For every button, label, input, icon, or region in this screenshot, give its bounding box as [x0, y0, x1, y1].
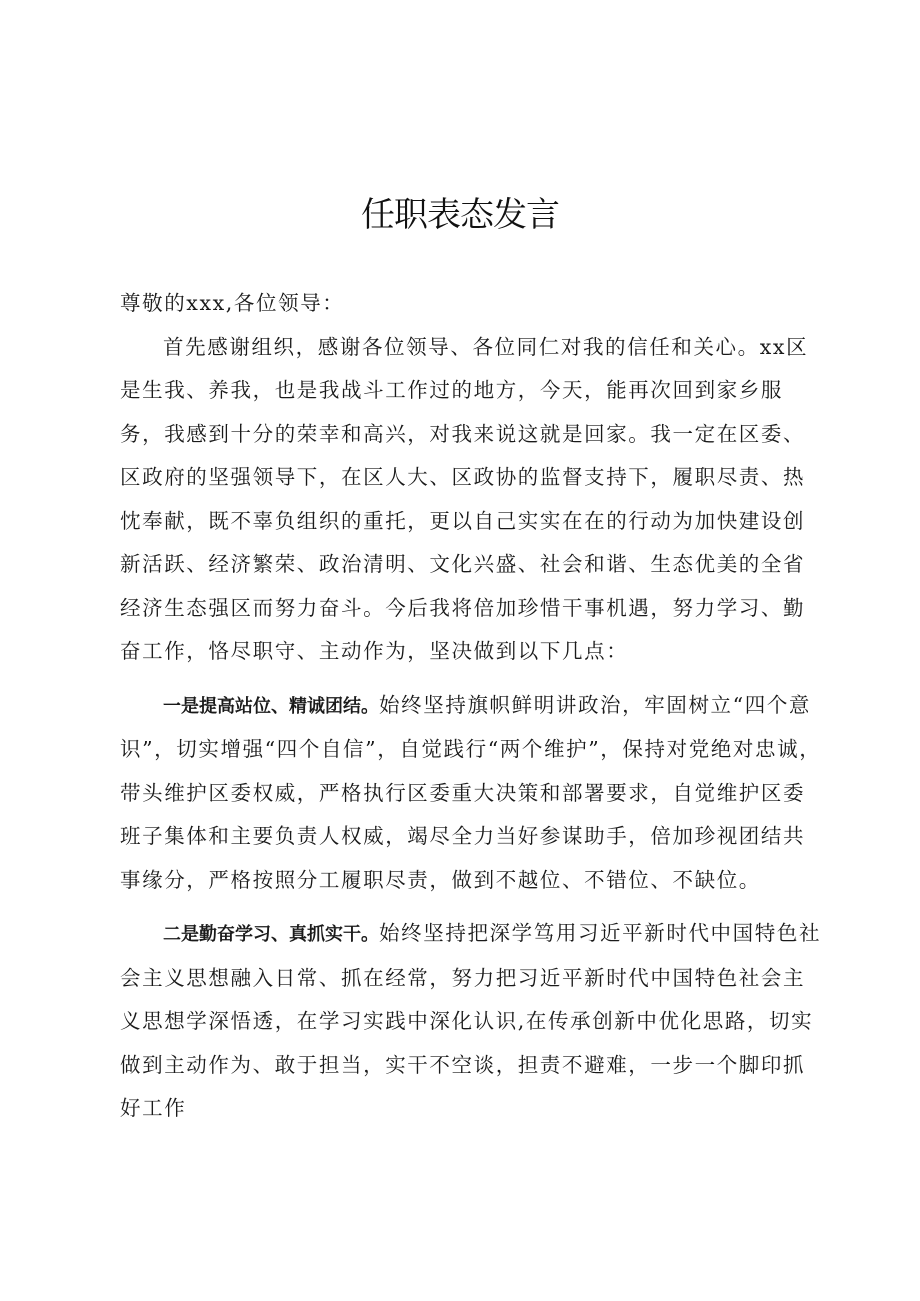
salutation: 尊敬的xxx,各位领导： [120, 291, 345, 315]
paragraph-point-2 [120, 912, 825, 1131]
paragraph-lead: 二是勤奋学习、真抓实干。 [163, 924, 380, 945]
paragraph-point-1 [120, 684, 825, 903]
document-body [120, 282, 825, 1131]
paragraph-text: 首先感谢组织，感谢各位领导、各位同仁对我的信任和关心。xx区是生我、养我，也是我战斗工作过的地方，今天，能再次回到家乡服务，我感到十分的荣幸和高兴，对我来说这就是回家。我一定在区委、区政府的坚强领导下，在区人大、区政协的监督支持下，履职尽责、热忱奉献，既不辜负组织的重托，更以自己实实在在的行动为加快建设创新活跃、经济繁荣、政治清明、文化兴盛、社会和谐、生态优美的全省经济生态强区而努力奋斗。今后我将倍加珍惜干事机遇，努力学习、勤奋工作，恪尽职守、主动作为，坚决做到以下几点： [120, 334, 809, 663]
document-title: 任职表态发言 [361, 195, 559, 235]
paragraph-text: 始终坚持把深学笃用习近平新时代中国特色社会主义思想融入日常、抓在经常，努力把习近平新时代中国特色社会主义思想学深悟透，在学习实践中深化认识,在传承创新中优化思路，切实做到主动作为、敢于担当，实干不空谈，担责不避难，一步一个脚印抓好工作 [120, 921, 822, 1120]
paragraph-text: 始终坚持旗帜鲜明讲政治，牢固树立“四个意识”，切实增强“四个自信”，自觉践行“两个维护”，保持对党绝对忠诚，带头维护区委权威，严格执行区委重大决策和部署要求，自觉维护区委班子集体和主要负责人权威，竭尽全力当好参谋助手，倍加珍视团结共事缘分，严格按照分工履职尽责，做到不越位、不错位、不缺位。 [120, 692, 822, 892]
paragraph-lead: 一是提高站位、精诚团结。 [163, 695, 380, 717]
paragraph-intro [120, 326, 825, 674]
